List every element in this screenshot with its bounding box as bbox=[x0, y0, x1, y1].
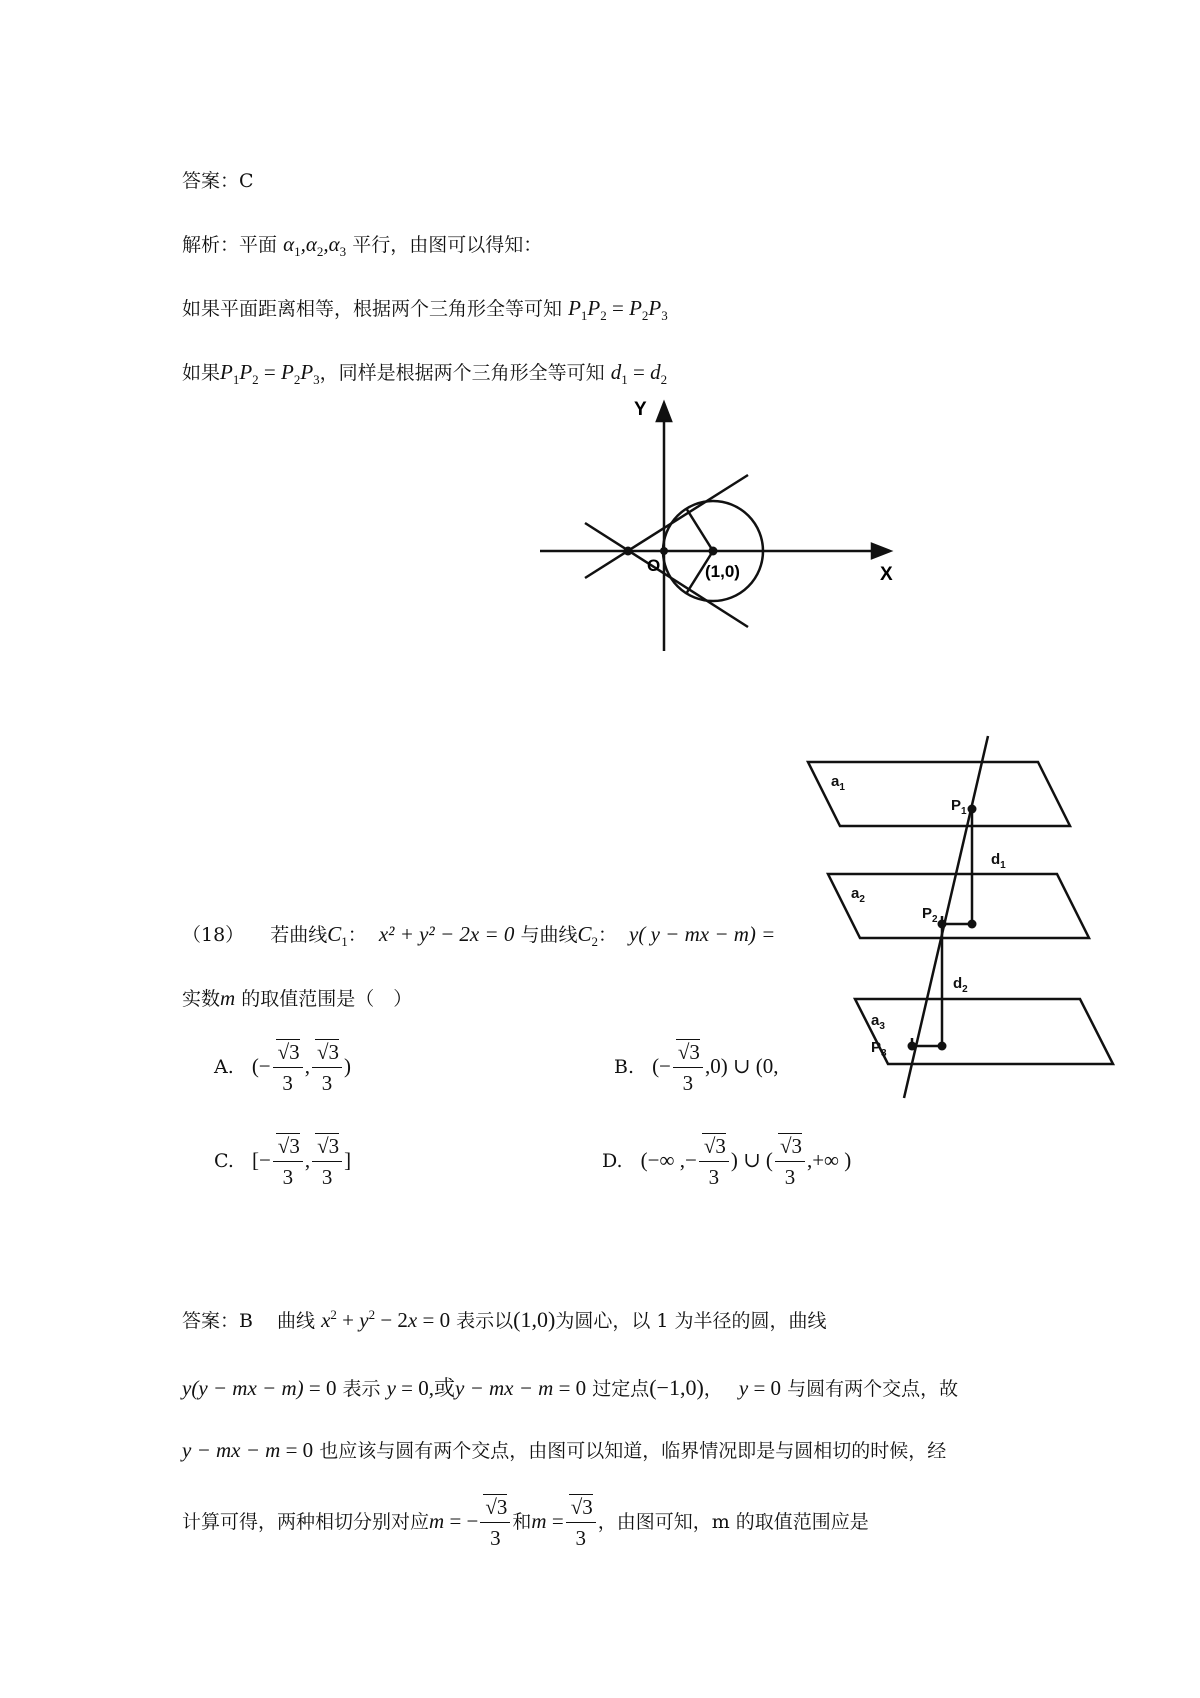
answer2-line2-a: 表示 bbox=[342, 1378, 381, 1400]
fraction: $\frac{√3}{3}$ bbox=[312, 1134, 342, 1190]
fraction: $\frac{√3}{3}$ bbox=[480, 1495, 510, 1551]
fixed-point: (−1,0) bbox=[649, 1375, 704, 1400]
option-b[interactable]: B. (− $\frac{√3}{3}$ ,0) ∪ (0, bbox=[614, 1040, 779, 1095]
c2-symbol: $C_2$ bbox=[577, 922, 598, 950]
label-a1: $a_1$ bbox=[831, 773, 845, 793]
label-a3: $a_3$ bbox=[871, 1012, 885, 1032]
label-d1: $d_1$ bbox=[991, 851, 1006, 871]
point-p2-foot bbox=[938, 1042, 947, 1051]
option-c[interactable]: C. [− $\frac{√3}{3}$ , $\frac{√3}{3}$ ] bbox=[214, 1134, 352, 1189]
fraction: $\frac{√3}{3}$ bbox=[273, 1040, 303, 1096]
question-18-line2 bbox=[182, 984, 412, 1011]
label-a2: $a_2$ bbox=[851, 885, 865, 905]
answer2-eq2: y(y − mx − m) = 0 bbox=[182, 1376, 337, 1400]
answer2-label: 答案：B bbox=[182, 1310, 253, 1332]
fraction: $\frac{√3}{3}$ bbox=[312, 1040, 342, 1096]
label-p3: $P_3$ bbox=[871, 1039, 887, 1059]
if-prefix: 如果 bbox=[182, 362, 221, 384]
c1-symbol: $C_1$ bbox=[327, 922, 348, 950]
if-line bbox=[182, 358, 667, 388]
y-label: Y bbox=[634, 399, 647, 420]
line2-suffix: 的取值范围是（ ） bbox=[241, 988, 413, 1010]
answer-label: 答案： bbox=[182, 170, 240, 192]
y-arrow bbox=[657, 403, 671, 421]
question-number: （18） bbox=[182, 924, 245, 946]
question-18-line1 bbox=[182, 920, 775, 950]
answer2-text2: 表示以 bbox=[456, 1310, 514, 1332]
c2-colon: ： bbox=[597, 924, 617, 946]
label-p2: $P_2$ bbox=[922, 905, 938, 925]
alpha-planes: $\alpha_1,\alpha_2,\alpha_3$ bbox=[283, 232, 347, 260]
answer2-eq1: $x^2 + y^2 - 2x = 0$ bbox=[321, 1307, 451, 1332]
point-p1-foot bbox=[968, 920, 977, 929]
answer2-line4-and: 和 bbox=[512, 1511, 532, 1533]
fraction: $\frac{√3}{3}$ bbox=[273, 1134, 303, 1190]
point-p2 bbox=[938, 920, 947, 929]
label-p1: $P_1$ bbox=[951, 797, 967, 817]
answer2-line2-d: 与圆有两个交点，故 bbox=[787, 1378, 959, 1400]
plane-a1 bbox=[808, 762, 1070, 826]
answer2-eq3: y = 0,或y − mx − m = 0 bbox=[386, 1376, 587, 1400]
answer2-line1 bbox=[182, 1306, 826, 1333]
m-variable: m bbox=[220, 986, 236, 1010]
if-middle: ，同样是根据两个三角形全等可知 bbox=[319, 362, 605, 384]
x-arrow bbox=[872, 544, 890, 558]
answer2-line3 bbox=[182, 1436, 946, 1463]
m-pos: m = bbox=[531, 1509, 564, 1533]
answer2-text1: 曲线 bbox=[277, 1310, 316, 1332]
analysis-prefix: 解析：平面 bbox=[182, 234, 278, 256]
c1-colon: ： bbox=[347, 924, 367, 946]
option-a-label: A. bbox=[214, 1056, 234, 1078]
answer-value: C bbox=[239, 170, 254, 192]
option-a[interactable]: A. (− $\frac{√3}{3}$ , $\frac{√3}{3}$ ) bbox=[214, 1040, 351, 1095]
p-equation: $P_1P_2 = P_2P_3$ bbox=[568, 296, 668, 324]
point-p3 bbox=[908, 1042, 917, 1051]
origin-label: O bbox=[647, 556, 661, 575]
p-equation-2: $P_1P_2 = P_2P_3$ bbox=[220, 360, 320, 388]
point-center bbox=[709, 547, 718, 556]
plane-a2 bbox=[828, 874, 1089, 938]
m-neg: m = − bbox=[429, 1509, 479, 1533]
line2-prefix: 实数 bbox=[182, 988, 221, 1010]
point-p1 bbox=[968, 805, 977, 814]
fraction: $\frac{√3}{3}$ bbox=[566, 1495, 596, 1551]
point-origin bbox=[660, 547, 668, 555]
answer-line bbox=[182, 166, 254, 193]
answer2-line4-a: 计算可得，两种相切分别对应 bbox=[182, 1511, 430, 1533]
fraction: $\frac{√3}{3}$ bbox=[699, 1134, 729, 1190]
plane-a3 bbox=[855, 999, 1113, 1064]
equal-distance-line bbox=[182, 294, 668, 324]
equation-c2: y( y − mx − m) = bbox=[629, 922, 776, 946]
answer2-line2-b: 过定点 bbox=[592, 1378, 650, 1400]
option-d-label: D. bbox=[602, 1150, 623, 1172]
equation-c1: x² + y² − 2x = 0 bbox=[378, 922, 515, 946]
figure-circle-tangents bbox=[530, 395, 900, 655]
with-text: 与曲线 bbox=[520, 924, 578, 946]
answer2-text3: 为圆心，以 1 为半径的圆，曲线 bbox=[555, 1310, 827, 1332]
equal-distance-text: 如果平面距离相等，根据两个三角形全等可知 bbox=[182, 298, 563, 320]
point-minus-one bbox=[624, 547, 633, 556]
option-d[interactable]: D. (−∞ ,− $\frac{√3}{3}$ ) ∪ ( $\frac{√3}{3}$ ,+∞ ) bbox=[602, 1134, 852, 1189]
answer2-line4-b: ，由图可知，m 的取值范围应是 bbox=[597, 1511, 869, 1533]
analysis-suffix: 平行，由图可以得知： bbox=[352, 234, 543, 256]
center-label: (1,0) bbox=[705, 562, 740, 581]
x-label: X bbox=[880, 564, 893, 585]
option-c-label: C. bbox=[214, 1150, 234, 1172]
figure-parallel-planes bbox=[800, 728, 1120, 1103]
fraction: $\frac{√3}{3}$ bbox=[775, 1134, 805, 1190]
question-text-start: 若曲线 bbox=[270, 924, 328, 946]
option-b-label: B. bbox=[614, 1056, 635, 1078]
answer2-line4 bbox=[182, 1495, 869, 1551]
analysis-line bbox=[182, 230, 542, 260]
answer2-line2-c: ， bbox=[703, 1378, 723, 1400]
answer2-line2 bbox=[182, 1372, 958, 1402]
fraction: $\frac{√3}{3}$ bbox=[673, 1040, 703, 1096]
d-equation: $d_1 = d_2$ bbox=[610, 360, 668, 388]
answer2-line3-text: 也应该与圆有两个交点，由图可以知道，临界情况即是与圆相切的时候，经 bbox=[319, 1440, 947, 1462]
center-point: (1,0) bbox=[513, 1307, 556, 1332]
answer2-eq4: y = 0 bbox=[738, 1376, 782, 1400]
answer2-eq5: y − mx − m = 0 bbox=[182, 1438, 314, 1462]
radius-upper bbox=[686, 508, 713, 551]
label-d2: $d_2$ bbox=[953, 975, 968, 995]
